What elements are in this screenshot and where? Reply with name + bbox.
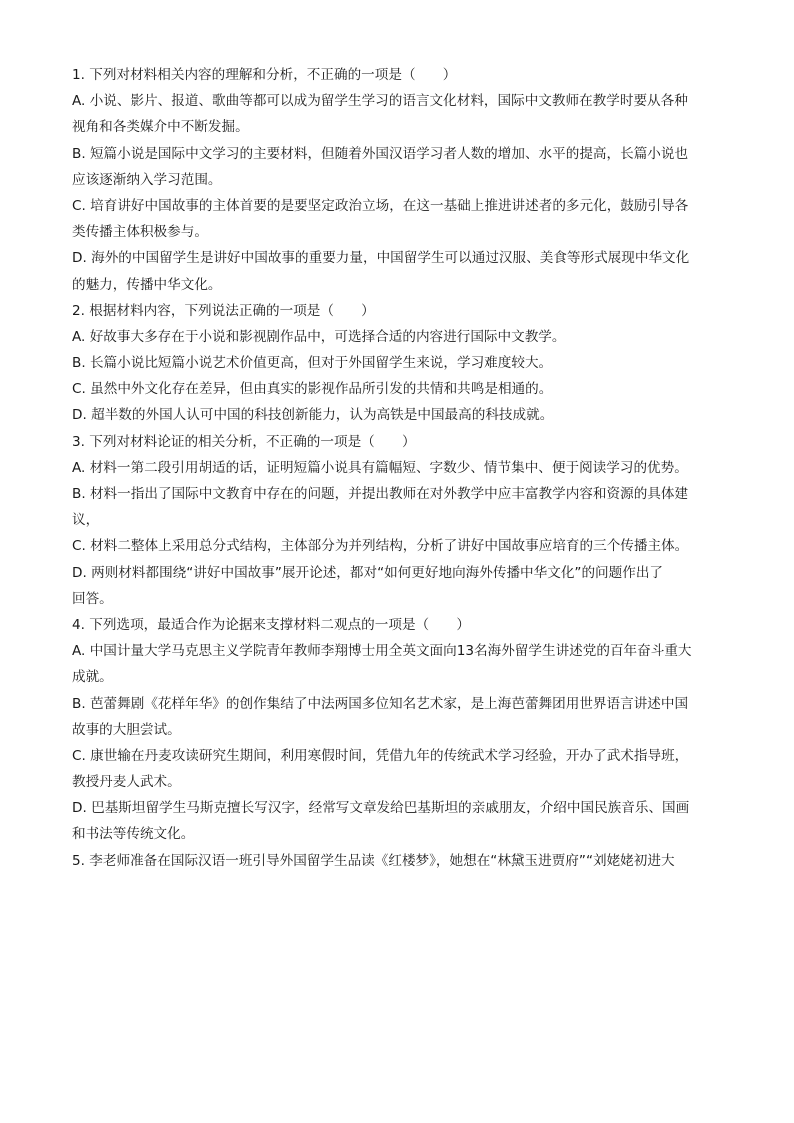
- q1-option-c: C. 培育讲好中国故事的主体首要的是要坚定政治立场，在这一基础上推进讲述者的多元化，鼓励引导各: [72, 197, 689, 214]
- q4-option-d: D. 巴基斯坦留学生马斯克擅长写汉字，经常写文章发给巴基斯坦的亲戚朋友，介绍中国民族音乐、国画: [72, 800, 690, 817]
- q1-option-b-cont: 应该逐渐纳入学习范围。: [72, 171, 222, 188]
- q1-option-d: D. 海外的中国留学生是讲好中国故事的重要力量，中国留学生可以通过汉服、美食等形式展现中华文化: [72, 250, 690, 267]
- q3-option-b-cont: 议，: [72, 512, 100, 529]
- q1-option-c-cont: 类传播主体积极参与。: [72, 224, 208, 241]
- q2-option-a: A. 好故事大多存在于小说和影视剧作品中，可选择合适的内容进行国际中文教学。: [72, 328, 566, 345]
- q3-option-a: A. 材料一第二段引用胡适的话，证明短篇小说具有篇幅短、字数少、情节集中、便于阅读学习的优势。: [72, 459, 688, 476]
- q3-option-c: C. 材料二整体上采用总分式结构，主体部分为并列结构，分析了讲好中国故事应培育的三个传播主体。: [72, 538, 689, 555]
- q5-stem: 5. 李老师准备在国际汉语一班引导外国留学生品读《红楼梦》，她想在“林黛玉进贾府”“刘姥姥初进大: [72, 852, 675, 869]
- q4-option-b-cont: 故事的大胆尝试。: [72, 721, 181, 738]
- q1-stem: 1. 下列对材料相关内容的理解和分析，不正确的一项是（ ）: [72, 67, 457, 83]
- q3-option-d-cont: 回答。: [72, 590, 113, 607]
- q3-stem: 3. 下列对材料论证的相关分析，不正确的一项是（ ）: [72, 433, 416, 450]
- q3-option-b: B. 材料一指出了国际中文教育中存在的问题，并提出教师在对外教学中应丰富教学内容和资源的具体建: [72, 486, 689, 502]
- q2-option-c: C. 虽然中外文化存在差异，但由真实的影视作品所引发的共情和共鸣是相通的。: [72, 381, 553, 398]
- q4-option-b: B. 芭蕾舞剧《花样年华》的创作集结了中法两国多位知名艺术家，是上海芭蕾舞团用世界语言讲述中国: [72, 695, 689, 712]
- q1-option-a: A. 小说、影片、报道、歌曲等都可以成为留学生学习的语言文化材料，国际中文教师在教学时要从各种: [72, 93, 688, 110]
- q1-option-a-cont: 视角和各类媒介中不断发掘。: [72, 119, 249, 136]
- q3-option-d: D. 两则材料都围绕“讲好中国故事”展开论述，都对“如何更好地向海外传播中华文化”的问题作出了: [72, 564, 664, 581]
- q4-stem: 4. 下列选项，最适合作为论据来支撑材料二观点的一项是（ ）: [72, 616, 470, 633]
- q4-option-d-cont: 和书法等传统文化。: [72, 826, 195, 843]
- q4-option-a-cont: 成就。: [72, 669, 113, 686]
- q2-option-b: B. 长篇小说比短篇小说艺术价值更高，但对于外国留学生来说，学习难度较大。: [72, 355, 553, 372]
- q2-option-d: D. 超半数的外国人认可中国的科技创新能力，认为高铁是中国最高的科技成就。: [72, 407, 554, 424]
- q2-stem: 2. 根据材料内容，下列说法正确的一项是（ ）: [72, 302, 375, 319]
- document-page: [72, 62, 722, 874]
- q4-option-c-cont: 教授丹麦人武术。: [72, 774, 181, 791]
- q1-option-b: B. 短篇小说是国际中文学习的主要材料，但随着外国汉语学习者人数的增加、水平的提高，长篇小说也: [72, 145, 689, 162]
- q1-option-d-cont: 的魅力，传播中华文化。: [72, 276, 222, 293]
- q4-option-a: A. 中国计量大学马克思主义学院青年教师李翔博士用全英文面向13名海外留学生讲述党的百年奋斗重大: [72, 643, 692, 660]
- q4-option-c: C. 康世输在丹麦攻读研究生期间，利用寒假时间，凭借九年的传统武术学习经验，开办了武术指导班，: [72, 747, 689, 764]
